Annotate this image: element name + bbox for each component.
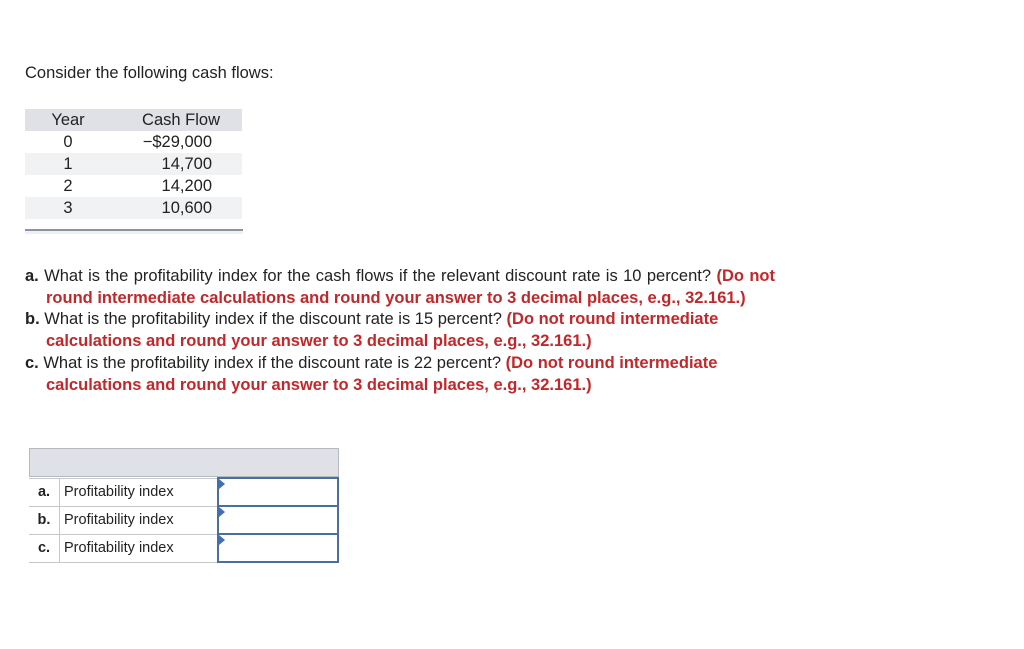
cash-flow-row [25,131,242,153]
question-b [25,309,775,352]
questions-block [25,266,775,396]
answer-label: Profitability index [60,506,219,534]
profitability-index-a-input[interactable] [219,481,331,503]
cash-flow-cell: 14,200 [161,176,212,195]
question-letter: b. [25,310,40,329]
question-a [25,266,775,309]
year-cell: 0 [63,132,73,151]
input-marker-icon [219,507,225,517]
cash-flow-row [25,153,242,175]
question-text: What is the profitability index for the cash flows if the relevant discount rate is 10 percent? [44,267,712,285]
answer-row [29,478,338,506]
year-cell: 2 [63,176,73,195]
question-text: What is the profitability index if the discount rate is 22 percent? [43,353,502,372]
year-header: Year [25,109,111,131]
year-cell: 3 [25,197,111,219]
answer-table [29,477,339,563]
cash-flow-cell: −$29,000 [142,132,212,151]
cash-flow-row [25,175,242,197]
cash-flow-table [25,109,242,219]
answer-row [29,506,338,534]
answer-row [29,534,338,562]
question-note: (Do not round intermediate calculations and round your answer to 3 decimal places, e.g., 32.161.) [46,310,719,351]
question-c [25,353,775,396]
cash-flow-cell: 14,700 [111,153,242,175]
answer-input-cell[interactable] [218,506,338,534]
answer-letter: a. [29,478,60,506]
cash-flow-header-row [25,109,242,131]
question-letter: a. [25,267,39,285]
answer-label: Profitability index [60,478,219,506]
answer-table-header [29,448,339,477]
profitability-index-c-input[interactable] [219,537,331,559]
table-bottom-rule [25,229,243,234]
answer-letter: b. [29,506,60,534]
answer-letter: c. [29,534,60,562]
profitability-index-b-input[interactable] [219,509,331,531]
cash-flow-header: Cash Flow [111,109,242,131]
answer-input-cell[interactable] [218,534,338,562]
question-letter: c. [25,353,39,372]
input-marker-icon [219,535,225,545]
question-note: (Do not round intermediate calculations and round your answer to 3 decimal places, e.g., 32.161.) [46,267,776,307]
answer-input-cell[interactable] [218,478,338,506]
question-text: What is the profitability index if the discount rate is 15 percent? [44,310,502,329]
answer-label: Profitability index [60,534,219,562]
cash-flow-cell: 10,600 [111,197,242,219]
year-cell: 1 [25,153,111,175]
cash-flow-row [25,197,242,219]
question-note: (Do not round intermediate calculations and round your answer to 3 decimal places, e.g., 32.161.) [46,353,718,394]
intro-text: Consider the following cash flows: [25,64,274,82]
input-marker-icon [219,479,225,489]
